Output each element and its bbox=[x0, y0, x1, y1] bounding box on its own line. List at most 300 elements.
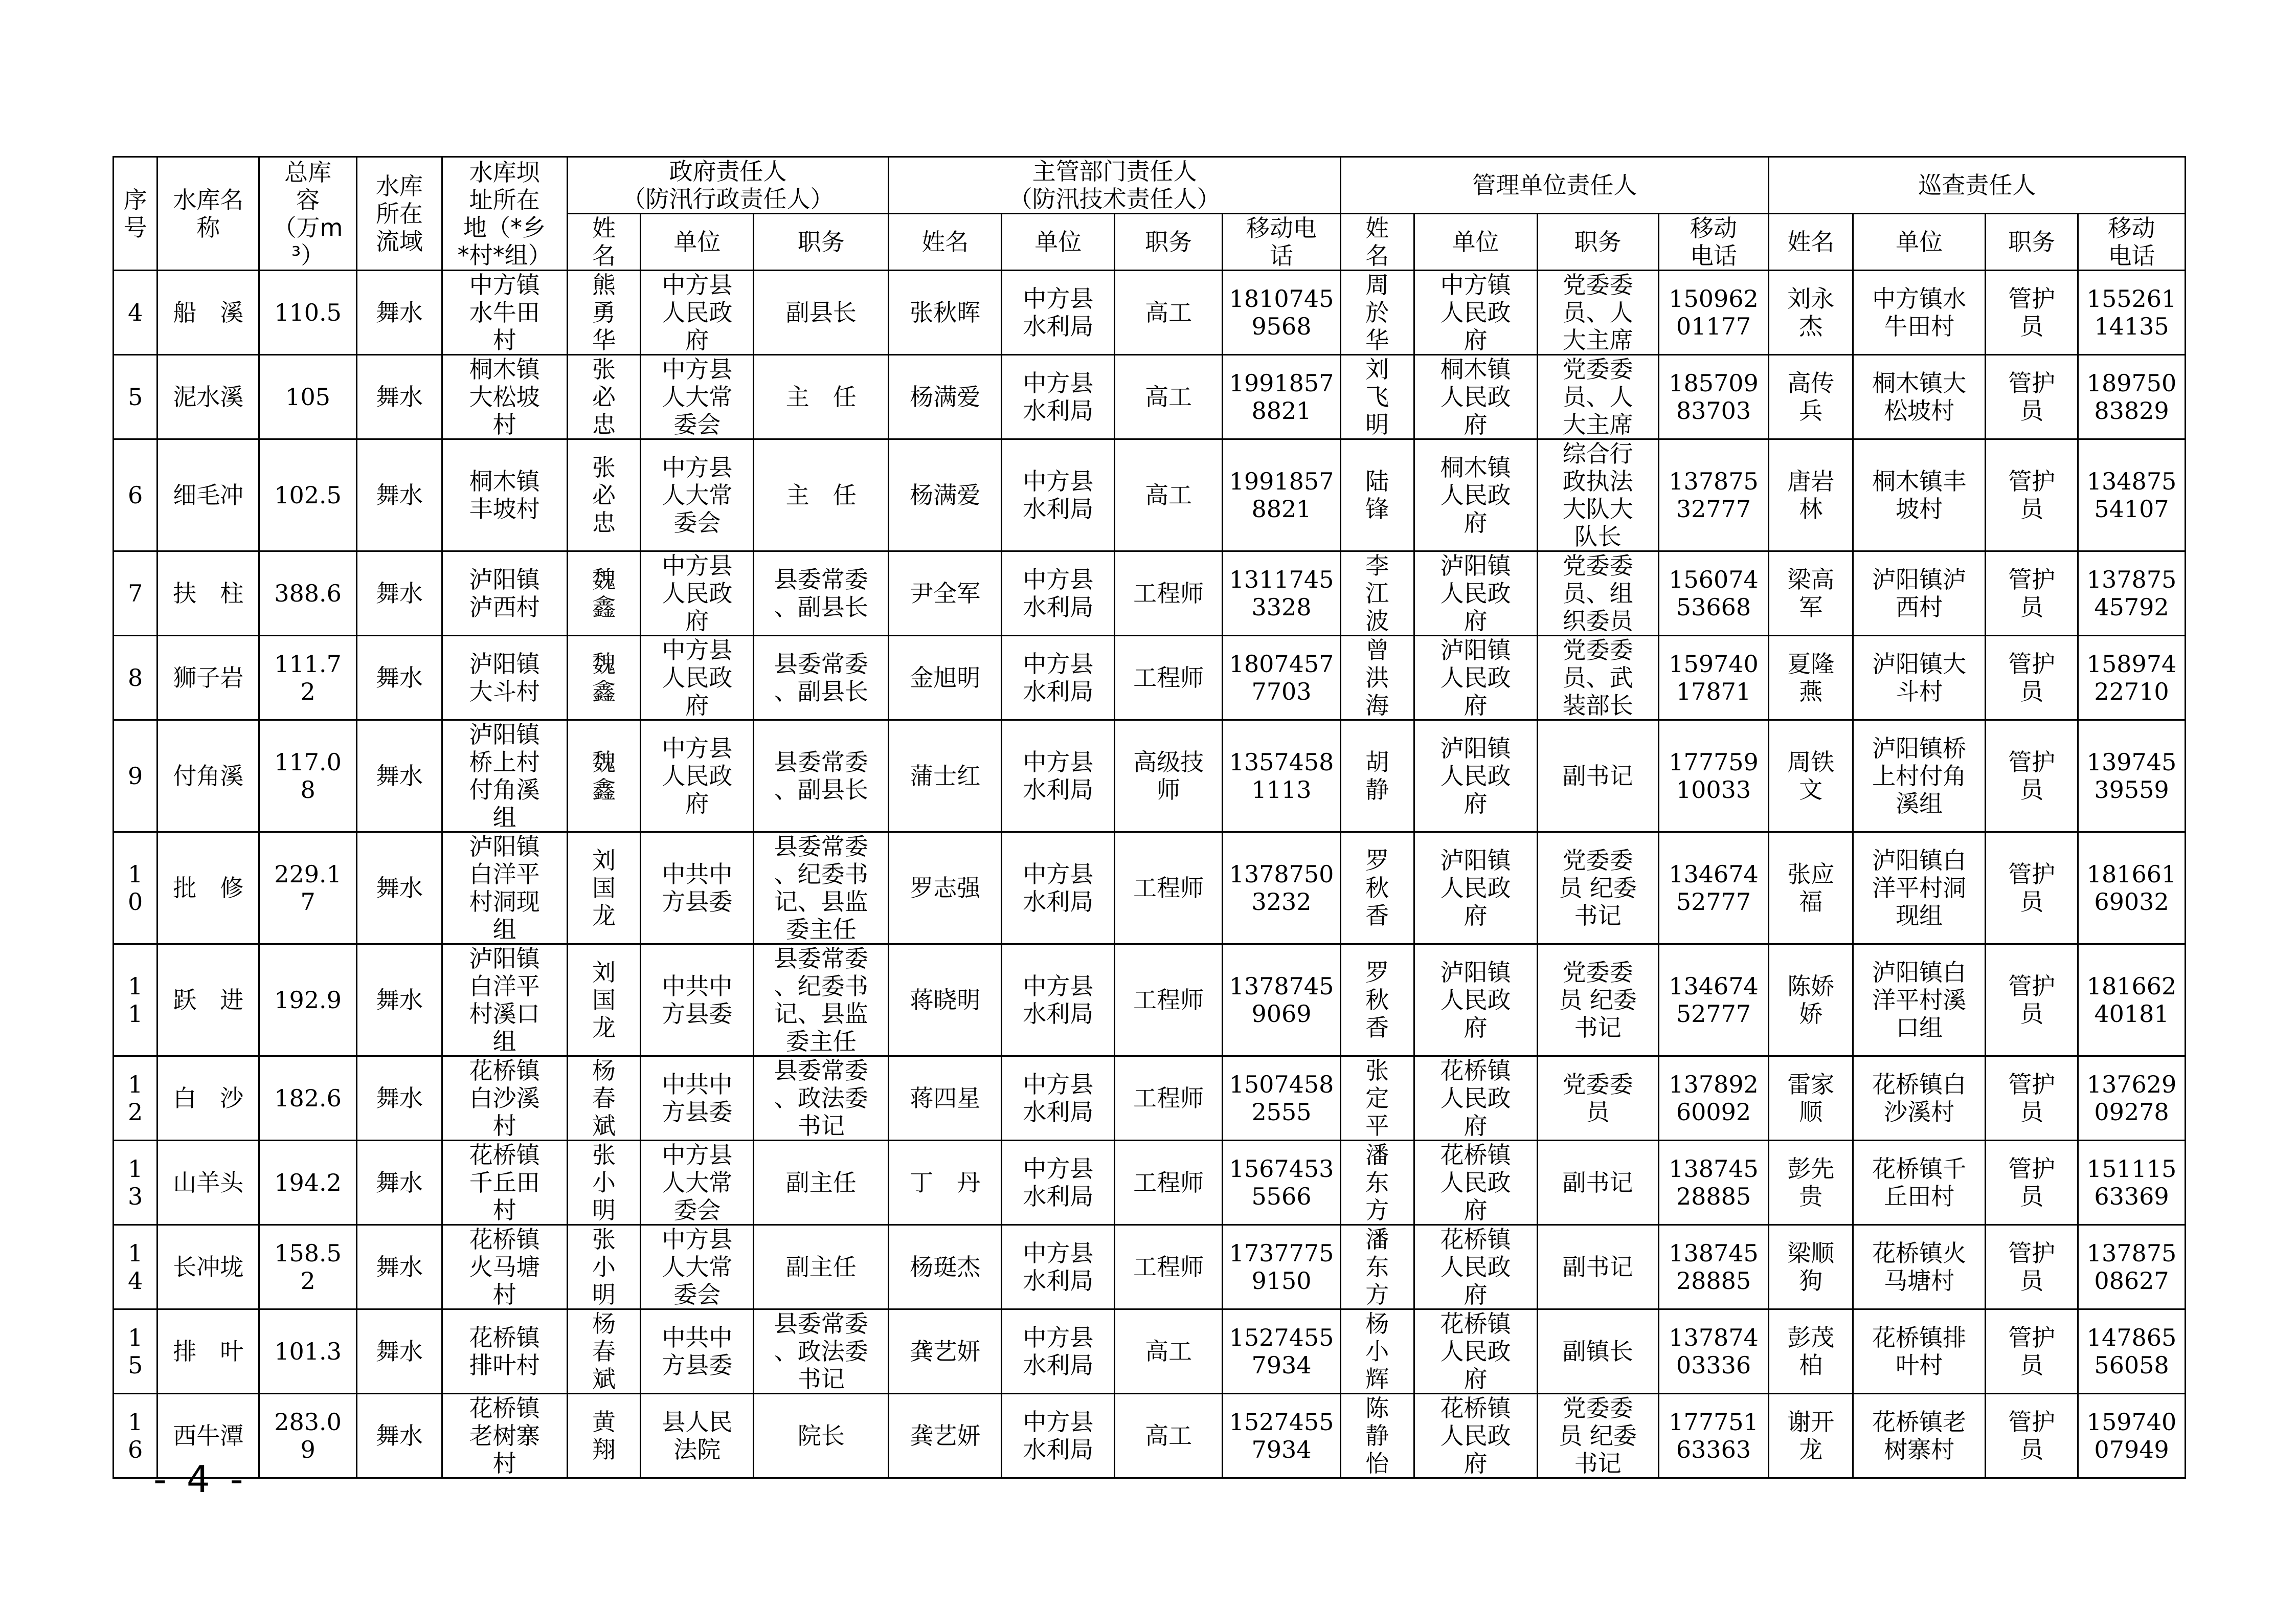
basin-cell: 舞水 bbox=[356, 271, 442, 355]
dept-unit-cell: 中方县 水利局 bbox=[1002, 271, 1115, 355]
table-row bbox=[114, 1394, 2186, 1478]
dam-location-cell: 泸阳镇 泸西村 bbox=[442, 551, 567, 636]
gov-position-cell: 县委常委 、纪委书 记、县监 委主任 bbox=[754, 944, 889, 1056]
basin-cell: 舞水 bbox=[356, 1309, 442, 1394]
dept-phone-cell: 1507458 2555 bbox=[1223, 1056, 1341, 1141]
gov-name-cell: 魏 鑫 bbox=[567, 551, 641, 636]
dam-location-cell: 泸阳镇 桥上村 付角溪 组 bbox=[442, 720, 567, 832]
gov-position-cell: 县委常委 、政法委 书记 bbox=[754, 1309, 889, 1394]
gov-position-cell: 院长 bbox=[754, 1394, 889, 1478]
dept-name-cell: 杨满爱 bbox=[889, 355, 1002, 439]
seq-cell: 1 2 bbox=[114, 1056, 157, 1141]
mgmt-name-cell: 胡 静 bbox=[1340, 720, 1414, 832]
dept-phone-cell: 1737775 9150 bbox=[1223, 1225, 1341, 1309]
gov-name-cell: 魏 鑫 bbox=[567, 720, 641, 832]
patrol-name-cell: 谢开 龙 bbox=[1769, 1394, 1853, 1478]
gov-unit-cell: 中共中 方县委 bbox=[641, 944, 754, 1056]
header-patrol-name: 姓名 bbox=[1769, 214, 1853, 271]
header-dam-location: 水库坝 址所在 地（*乡 *村*组） bbox=[442, 157, 567, 271]
dam-location-cell: 泸阳镇 大斗村 bbox=[442, 636, 567, 720]
gov-unit-cell: 中方县 人民政 府 bbox=[641, 271, 754, 355]
mgmt-name-cell: 潘 东 方 bbox=[1340, 1225, 1414, 1309]
mgmt-unit-cell: 桐木镇 人民政 府 bbox=[1414, 355, 1537, 439]
basin-cell: 舞水 bbox=[356, 1056, 442, 1141]
gov-unit-cell: 中方县 人民政 府 bbox=[641, 720, 754, 832]
header-seq: 序 号 bbox=[114, 157, 157, 271]
patrol-unit-cell: 泸阳镇桥 上村付角 溪组 bbox=[1853, 720, 1986, 832]
header-patrol-position: 职务 bbox=[1986, 214, 2078, 271]
capacity-cell: 101.3 bbox=[259, 1309, 357, 1394]
patrol-unit-cell: 泸阳镇白 洋平村溪 口组 bbox=[1853, 944, 1986, 1056]
mgmt-name-cell: 曾 洪 海 bbox=[1340, 636, 1414, 720]
gov-name-cell: 熊 勇 华 bbox=[567, 271, 641, 355]
reservoir-name-cell: 狮子岩 bbox=[157, 636, 259, 720]
mgmt-unit-cell: 花桥镇 人民政 府 bbox=[1414, 1394, 1537, 1478]
dept-position-cell: 工程师 bbox=[1115, 832, 1223, 944]
mgmt-name-cell: 罗 秋 香 bbox=[1340, 944, 1414, 1056]
patrol-position-cell: 管护 员 bbox=[1986, 944, 2078, 1056]
dam-location-cell: 泸阳镇 白洋平 村溪口 组 bbox=[442, 944, 567, 1056]
patrol-name-cell: 高传 兵 bbox=[1769, 355, 1853, 439]
table-row bbox=[114, 271, 2186, 355]
patrol-phone-cell: 139745 39559 bbox=[2078, 720, 2185, 832]
basin-cell: 舞水 bbox=[356, 1225, 442, 1309]
patrol-name-cell: 雷家 顺 bbox=[1769, 1056, 1853, 1141]
header-group-department: 主管部门责任人 （防汛技术责任人） bbox=[889, 157, 1341, 214]
mgmt-position-cell: 党委委 员 纪委 书记 bbox=[1537, 1394, 1658, 1478]
reservoir-name-cell: 批 修 bbox=[157, 832, 259, 944]
dept-phone-cell: 1357458 1113 bbox=[1223, 720, 1341, 832]
dept-unit-cell: 中方县 水利局 bbox=[1002, 1141, 1115, 1225]
dept-phone-cell: 1807457 7703 bbox=[1223, 636, 1341, 720]
patrol-phone-cell: 159740 07949 bbox=[2078, 1394, 2185, 1478]
header-mgmt-phone: 移动 电话 bbox=[1658, 214, 1769, 271]
dept-position-cell: 工程师 bbox=[1115, 1056, 1223, 1141]
seq-cell: 6 bbox=[114, 439, 157, 551]
gov-unit-cell: 中方县 人大常 委会 bbox=[641, 439, 754, 551]
dept-name-cell: 龚艺妍 bbox=[889, 1394, 1002, 1478]
header-basin: 水库 所在 流域 bbox=[356, 157, 442, 271]
reservoir-name-cell: 西牛潭 bbox=[157, 1394, 259, 1478]
patrol-name-cell: 彭茂 柏 bbox=[1769, 1309, 1853, 1394]
patrol-name-cell: 彭先 贵 bbox=[1769, 1141, 1853, 1225]
reservoir-name-cell: 付角溪 bbox=[157, 720, 259, 832]
gov-name-cell: 魏 鑫 bbox=[567, 636, 641, 720]
gov-unit-cell: 县人民 法院 bbox=[641, 1394, 754, 1478]
patrol-phone-cell: 158974 22710 bbox=[2078, 636, 2185, 720]
dept-phone-cell: 1567453 5566 bbox=[1223, 1141, 1341, 1225]
reservoir-responsibility-table bbox=[112, 156, 2186, 1479]
capacity-cell: 105 bbox=[259, 355, 357, 439]
mgmt-unit-cell: 桐木镇 人民政 府 bbox=[1414, 439, 1537, 551]
mgmt-position-cell: 党委委 员 纪委 书记 bbox=[1537, 832, 1658, 944]
patrol-phone-cell: 151115 63369 bbox=[2078, 1141, 2185, 1225]
gov-name-cell: 张 必 忠 bbox=[567, 355, 641, 439]
mgmt-unit-cell: 花桥镇 人民政 府 bbox=[1414, 1056, 1537, 1141]
patrol-name-cell: 梁顺 狗 bbox=[1769, 1225, 1853, 1309]
dept-position-cell: 高工 bbox=[1115, 271, 1223, 355]
table-row bbox=[114, 1141, 2186, 1225]
mgmt-name-cell: 李 江 波 bbox=[1340, 551, 1414, 636]
dept-unit-cell: 中方县 水利局 bbox=[1002, 1394, 1115, 1478]
header-mgmt-name: 姓 名 bbox=[1340, 214, 1414, 271]
mgmt-unit-cell: 花桥镇 人民政 府 bbox=[1414, 1309, 1537, 1394]
patrol-position-cell: 管护 员 bbox=[1986, 1141, 2078, 1225]
patrol-phone-cell: 137875 45792 bbox=[2078, 551, 2185, 636]
dept-unit-cell: 中方县 水利局 bbox=[1002, 720, 1115, 832]
header-mgmt-position: 职务 bbox=[1537, 214, 1658, 271]
basin-cell: 舞水 bbox=[356, 439, 442, 551]
mgmt-phone-cell: 156074 53668 bbox=[1658, 551, 1769, 636]
dept-unit-cell: 中方县 水利局 bbox=[1002, 551, 1115, 636]
table-row bbox=[114, 439, 2186, 551]
gov-position-cell: 主 任 bbox=[754, 439, 889, 551]
dept-position-cell: 工程师 bbox=[1115, 636, 1223, 720]
reservoir-name-cell: 泥水溪 bbox=[157, 355, 259, 439]
header-mgmt-unit: 单位 bbox=[1414, 214, 1537, 271]
patrol-unit-cell: 中方镇水 牛田村 bbox=[1853, 271, 1986, 355]
table-row bbox=[114, 551, 2186, 636]
dept-unit-cell: 中方县 水利局 bbox=[1002, 944, 1115, 1056]
capacity-cell: 194.2 bbox=[259, 1141, 357, 1225]
table-row bbox=[114, 1056, 2186, 1141]
dept-position-cell: 高工 bbox=[1115, 1394, 1223, 1478]
table-body bbox=[114, 271, 2186, 1478]
mgmt-unit-cell: 泸阳镇 人民政 府 bbox=[1414, 720, 1537, 832]
header-dept-position: 职务 bbox=[1115, 214, 1223, 271]
mgmt-phone-cell: 138745 28885 bbox=[1658, 1141, 1769, 1225]
mgmt-unit-cell: 泸阳镇 人民政 府 bbox=[1414, 832, 1537, 944]
gov-name-cell: 黄 翔 bbox=[567, 1394, 641, 1478]
mgmt-position-cell: 综合行 政执法 大队大 队长 bbox=[1537, 439, 1658, 551]
gov-unit-cell: 中共中 方县委 bbox=[641, 832, 754, 944]
gov-position-cell: 县委常委 、副县长 bbox=[754, 720, 889, 832]
patrol-position-cell: 管护 员 bbox=[1986, 439, 2078, 551]
dept-phone-cell: 1991857 8821 bbox=[1223, 439, 1341, 551]
basin-cell: 舞水 bbox=[356, 355, 442, 439]
mgmt-phone-cell: 177759 10033 bbox=[1658, 720, 1769, 832]
header-group-management: 管理单位责任人 bbox=[1340, 157, 1768, 214]
basin-cell: 舞水 bbox=[356, 551, 442, 636]
patrol-phone-cell: 134875 54107 bbox=[2078, 439, 2185, 551]
seq-cell: 8 bbox=[114, 636, 157, 720]
seq-cell: 4 bbox=[114, 271, 157, 355]
patrol-position-cell: 管护 员 bbox=[1986, 355, 2078, 439]
mgmt-position-cell: 党委委 员、组 织委员 bbox=[1537, 551, 1658, 636]
patrol-position-cell: 管护 员 bbox=[1986, 720, 2078, 832]
patrol-position-cell: 管护 员 bbox=[1986, 1394, 2078, 1478]
header-patrol-unit: 单位 bbox=[1853, 214, 1986, 271]
dept-name-cell: 张秋晖 bbox=[889, 271, 1002, 355]
dept-position-cell: 工程师 bbox=[1115, 944, 1223, 1056]
capacity-cell: 110.5 bbox=[259, 271, 357, 355]
gov-name-cell: 张 必 忠 bbox=[567, 439, 641, 551]
dam-location-cell: 中方镇 水牛田 村 bbox=[442, 271, 567, 355]
mgmt-position-cell: 党委委 员 纪委 书记 bbox=[1537, 944, 1658, 1056]
page-number: - 4 - bbox=[153, 1458, 247, 1501]
dept-unit-cell: 中方县 水利局 bbox=[1002, 1056, 1115, 1141]
gov-name-cell: 杨 春 斌 bbox=[567, 1309, 641, 1394]
mgmt-unit-cell: 花桥镇 人民政 府 bbox=[1414, 1141, 1537, 1225]
dept-position-cell: 高工 bbox=[1115, 1309, 1223, 1394]
dam-location-cell: 花桥镇 千丘田 村 bbox=[442, 1141, 567, 1225]
gov-unit-cell: 中方县 人大常 委会 bbox=[641, 355, 754, 439]
dept-name-cell: 杨满爱 bbox=[889, 439, 1002, 551]
mgmt-phone-cell: 185709 83703 bbox=[1658, 355, 1769, 439]
dam-location-cell: 花桥镇 白沙溪 村 bbox=[442, 1056, 567, 1141]
capacity-cell: 229.1 7 bbox=[259, 832, 357, 944]
patrol-phone-cell: 147865 56058 bbox=[2078, 1309, 2185, 1394]
capacity-cell: 388.6 bbox=[259, 551, 357, 636]
dept-name-cell: 丁 丹 bbox=[889, 1141, 1002, 1225]
dept-name-cell: 蒲士红 bbox=[889, 720, 1002, 832]
dept-phone-cell: 1378745 9069 bbox=[1223, 944, 1341, 1056]
patrol-name-cell: 周铁 文 bbox=[1769, 720, 1853, 832]
patrol-unit-cell: 花桥镇白 沙溪村 bbox=[1853, 1056, 1986, 1141]
gov-position-cell: 副主任 bbox=[754, 1225, 889, 1309]
patrol-unit-cell: 泸阳镇白 洋平村洞 现组 bbox=[1853, 832, 1986, 944]
patrol-unit-cell: 桐木镇大 松坡村 bbox=[1853, 355, 1986, 439]
reservoir-name-cell: 跃 进 bbox=[157, 944, 259, 1056]
mgmt-position-cell: 党委委 员、武 装部长 bbox=[1537, 636, 1658, 720]
dept-position-cell: 工程师 bbox=[1115, 551, 1223, 636]
basin-cell: 舞水 bbox=[356, 720, 442, 832]
seq-cell: 7 bbox=[114, 551, 157, 636]
mgmt-name-cell: 潘 东 方 bbox=[1340, 1141, 1414, 1225]
mgmt-phone-cell: 138745 28885 bbox=[1658, 1225, 1769, 1309]
table-row bbox=[114, 1225, 2186, 1309]
patrol-unit-cell: 桐木镇丰 坡村 bbox=[1853, 439, 1986, 551]
patrol-unit-cell: 花桥镇排 叶村 bbox=[1853, 1309, 1986, 1394]
mgmt-position-cell: 党委委 员 bbox=[1537, 1056, 1658, 1141]
mgmt-position-cell: 副书记 bbox=[1537, 1141, 1658, 1225]
dept-unit-cell: 中方县 水利局 bbox=[1002, 636, 1115, 720]
gov-name-cell: 杨 春 斌 bbox=[567, 1056, 641, 1141]
dept-position-cell: 高工 bbox=[1115, 355, 1223, 439]
seq-cell: 1 1 bbox=[114, 944, 157, 1056]
reservoir-name-cell: 白 沙 bbox=[157, 1056, 259, 1141]
mgmt-name-cell: 罗 秋 香 bbox=[1340, 832, 1414, 944]
mgmt-name-cell: 张 定 平 bbox=[1340, 1056, 1414, 1141]
gov-position-cell: 县委常委 、政法委 书记 bbox=[754, 1056, 889, 1141]
header-gov-name: 姓 名 bbox=[567, 214, 641, 271]
dept-unit-cell: 中方县 水利局 bbox=[1002, 439, 1115, 551]
header-group-patrol: 巡查责任人 bbox=[1769, 157, 2186, 214]
table-row bbox=[114, 355, 2186, 439]
reservoir-name-cell: 细毛冲 bbox=[157, 439, 259, 551]
header-patrol-phone: 移动 电话 bbox=[2078, 214, 2185, 271]
seq-cell: 1 6 bbox=[114, 1394, 157, 1478]
patrol-unit-cell: 花桥镇千 丘田村 bbox=[1853, 1141, 1986, 1225]
dept-phone-cell: 1810745 9568 bbox=[1223, 271, 1341, 355]
reservoir-name-cell: 排 叶 bbox=[157, 1309, 259, 1394]
gov-unit-cell: 中方县 人民政 府 bbox=[641, 551, 754, 636]
patrol-phone-cell: 155261 14135 bbox=[2078, 271, 2185, 355]
mgmt-unit-cell: 泸阳镇 人民政 府 bbox=[1414, 944, 1537, 1056]
patrol-position-cell: 管护 员 bbox=[1986, 1225, 2078, 1309]
gov-position-cell: 副县长 bbox=[754, 271, 889, 355]
header-gov-position: 职务 bbox=[754, 214, 889, 271]
gov-name-cell: 张 小 明 bbox=[567, 1141, 641, 1225]
dept-name-cell: 龚艺妍 bbox=[889, 1309, 1002, 1394]
patrol-unit-cell: 泸阳镇大 斗村 bbox=[1853, 636, 1986, 720]
mgmt-position-cell: 党委委 员、人 大主席 bbox=[1537, 355, 1658, 439]
seq-cell: 1 0 bbox=[114, 832, 157, 944]
dept-phone-cell: 1527455 7934 bbox=[1223, 1309, 1341, 1394]
patrol-phone-cell: 137629 09278 bbox=[2078, 1056, 2185, 1141]
dept-name-cell: 蒋四星 bbox=[889, 1056, 1002, 1141]
reservoir-name-cell: 船 溪 bbox=[157, 271, 259, 355]
dept-phone-cell: 1991857 8821 bbox=[1223, 355, 1341, 439]
table-row bbox=[114, 720, 2186, 832]
mgmt-name-cell: 陈 静 怡 bbox=[1340, 1394, 1414, 1478]
capacity-cell: 102.5 bbox=[259, 439, 357, 551]
dam-location-cell: 桐木镇 大松坡 村 bbox=[442, 355, 567, 439]
mgmt-name-cell: 杨 小 辉 bbox=[1340, 1309, 1414, 1394]
seq-cell: 5 bbox=[114, 355, 157, 439]
seq-cell: 1 4 bbox=[114, 1225, 157, 1309]
dam-location-cell: 花桥镇 火马塘 村 bbox=[442, 1225, 567, 1309]
capacity-cell: 117.0 8 bbox=[259, 720, 357, 832]
capacity-cell: 111.7 2 bbox=[259, 636, 357, 720]
basin-cell: 舞水 bbox=[356, 1141, 442, 1225]
dept-position-cell: 工程师 bbox=[1115, 1225, 1223, 1309]
dept-unit-cell: 中方县 水利局 bbox=[1002, 832, 1115, 944]
mgmt-name-cell: 刘 飞 明 bbox=[1340, 355, 1414, 439]
gov-position-cell: 主 任 bbox=[754, 355, 889, 439]
gov-position-cell: 县委常委 、纪委书 记、县监 委主任 bbox=[754, 832, 889, 944]
reservoir-name-cell: 长冲垅 bbox=[157, 1225, 259, 1309]
dept-position-cell: 高工 bbox=[1115, 439, 1223, 551]
patrol-name-cell: 张应 福 bbox=[1769, 832, 1853, 944]
capacity-cell: 283.0 9 bbox=[259, 1394, 357, 1478]
reservoir-name-cell: 山羊头 bbox=[157, 1141, 259, 1225]
dam-location-cell: 桐木镇 丰坡村 bbox=[442, 439, 567, 551]
basin-cell: 舞水 bbox=[356, 636, 442, 720]
dept-name-cell: 金旭明 bbox=[889, 636, 1002, 720]
patrol-position-cell: 管护 员 bbox=[1986, 636, 2078, 720]
dept-name-cell: 尹全军 bbox=[889, 551, 1002, 636]
mgmt-unit-cell: 中方镇 人民政 府 bbox=[1414, 271, 1537, 355]
patrol-name-cell: 陈娇 娇 bbox=[1769, 944, 1853, 1056]
header-dept-name: 姓名 bbox=[889, 214, 1002, 271]
dept-unit-cell: 中方县 水利局 bbox=[1002, 1225, 1115, 1309]
mgmt-position-cell: 副书记 bbox=[1537, 1225, 1658, 1309]
gov-unit-cell: 中共中 方县委 bbox=[641, 1056, 754, 1141]
dam-location-cell: 花桥镇 排叶村 bbox=[442, 1309, 567, 1394]
mgmt-phone-cell: 137875 32777 bbox=[1658, 439, 1769, 551]
mgmt-unit-cell: 泸阳镇 人民政 府 bbox=[1414, 551, 1537, 636]
dept-phone-cell: 1378750 3232 bbox=[1223, 832, 1341, 944]
reservoir-name-cell: 扶 柱 bbox=[157, 551, 259, 636]
gov-name-cell: 张 小 明 bbox=[567, 1225, 641, 1309]
table-row bbox=[114, 636, 2186, 720]
dam-location-cell: 泸阳镇 白洋平 村洞现 组 bbox=[442, 832, 567, 944]
mgmt-phone-cell: 134674 52777 bbox=[1658, 944, 1769, 1056]
mgmt-position-cell: 副镇长 bbox=[1537, 1309, 1658, 1394]
patrol-unit-cell: 泸阳镇泸 西村 bbox=[1853, 551, 1986, 636]
patrol-name-cell: 夏隆 燕 bbox=[1769, 636, 1853, 720]
mgmt-phone-cell: 177751 63363 bbox=[1658, 1394, 1769, 1478]
dept-position-cell: 高级技 师 bbox=[1115, 720, 1223, 832]
dept-phone-cell: 1527455 7934 bbox=[1223, 1394, 1341, 1478]
dept-name-cell: 罗志强 bbox=[889, 832, 1002, 944]
patrol-position-cell: 管护 员 bbox=[1986, 271, 2078, 355]
gov-unit-cell: 中共中 方县委 bbox=[641, 1309, 754, 1394]
capacity-cell: 182.6 bbox=[259, 1056, 357, 1141]
header-capacity: 总库 容 （万m³） bbox=[259, 157, 357, 271]
capacity-cell: 158.5 2 bbox=[259, 1225, 357, 1309]
table-row bbox=[114, 1309, 2186, 1394]
gov-unit-cell: 中方县 人大常 委会 bbox=[641, 1225, 754, 1309]
mgmt-phone-cell: 137874 03336 bbox=[1658, 1309, 1769, 1394]
patrol-position-cell: 管护 员 bbox=[1986, 551, 2078, 636]
dept-phone-cell: 1311745 3328 bbox=[1223, 551, 1341, 636]
seq-cell: 1 5 bbox=[114, 1309, 157, 1394]
patrol-name-cell: 梁高 军 bbox=[1769, 551, 1853, 636]
patrol-position-cell: 管护 员 bbox=[1986, 832, 2078, 944]
header-gov-unit: 单位 bbox=[641, 214, 754, 271]
mgmt-unit-cell: 泸阳镇 人民政 府 bbox=[1414, 636, 1537, 720]
patrol-phone-cell: 137875 08627 bbox=[2078, 1225, 2185, 1309]
mgmt-phone-cell: 150962 01177 bbox=[1658, 271, 1769, 355]
patrol-position-cell: 管护 员 bbox=[1986, 1309, 2078, 1394]
patrol-name-cell: 刘永 杰 bbox=[1769, 271, 1853, 355]
dept-position-cell: 工程师 bbox=[1115, 1141, 1223, 1225]
dept-unit-cell: 中方县 水利局 bbox=[1002, 1309, 1115, 1394]
patrol-phone-cell: 189750 83829 bbox=[2078, 355, 2185, 439]
gov-unit-cell: 中方县 人大常 委会 bbox=[641, 1141, 754, 1225]
seq-cell: 1 3 bbox=[114, 1141, 157, 1225]
patrol-phone-cell: 181662 40181 bbox=[2078, 944, 2185, 1056]
header-dept-unit: 单位 bbox=[1002, 214, 1115, 271]
seq-cell: 9 bbox=[114, 720, 157, 832]
patrol-unit-cell: 花桥镇老 树寨村 bbox=[1853, 1394, 1986, 1478]
header-reservoir-name: 水库名 称 bbox=[157, 157, 259, 271]
patrol-phone-cell: 181661 69032 bbox=[2078, 832, 2185, 944]
dept-unit-cell: 中方县 水利局 bbox=[1002, 355, 1115, 439]
gov-name-cell: 刘 国 龙 bbox=[567, 944, 641, 1056]
patrol-position-cell: 管护 员 bbox=[1986, 1056, 2078, 1141]
gov-position-cell: 县委常委 、副县长 bbox=[754, 636, 889, 720]
gov-name-cell: 刘 国 龙 bbox=[567, 832, 641, 944]
mgmt-position-cell: 党委委 员、人 大主席 bbox=[1537, 271, 1658, 355]
basin-cell: 舞水 bbox=[356, 1394, 442, 1478]
mgmt-phone-cell: 159740 17871 bbox=[1658, 636, 1769, 720]
dam-location-cell: 花桥镇 老树寨 村 bbox=[442, 1394, 567, 1478]
patrol-unit-cell: 花桥镇火 马塘村 bbox=[1853, 1225, 1986, 1309]
gov-position-cell: 副主任 bbox=[754, 1141, 889, 1225]
mgmt-unit-cell: 花桥镇 人民政 府 bbox=[1414, 1225, 1537, 1309]
dept-name-cell: 杨珽杰 bbox=[889, 1225, 1002, 1309]
table-row bbox=[114, 944, 2186, 1056]
basin-cell: 舞水 bbox=[356, 944, 442, 1056]
mgmt-phone-cell: 134674 52777 bbox=[1658, 832, 1769, 944]
patrol-name-cell: 唐岩 林 bbox=[1769, 439, 1853, 551]
table-row bbox=[114, 832, 2186, 944]
basin-cell: 舞水 bbox=[356, 832, 442, 944]
gov-unit-cell: 中方县 人民政 府 bbox=[641, 636, 754, 720]
header-group-government: 政府责任人 （防汛行政责任人） bbox=[567, 157, 889, 214]
mgmt-name-cell: 陆 锋 bbox=[1340, 439, 1414, 551]
capacity-cell: 192.9 bbox=[259, 944, 357, 1056]
gov-position-cell: 县委常委 、副县长 bbox=[754, 551, 889, 636]
mgmt-name-cell: 周 於 华 bbox=[1340, 271, 1414, 355]
mgmt-position-cell: 副书记 bbox=[1537, 720, 1658, 832]
mgmt-phone-cell: 137892 60092 bbox=[1658, 1056, 1769, 1141]
dept-name-cell: 蒋晓明 bbox=[889, 944, 1002, 1056]
header-dept-phone: 移动电 话 bbox=[1223, 214, 1341, 271]
